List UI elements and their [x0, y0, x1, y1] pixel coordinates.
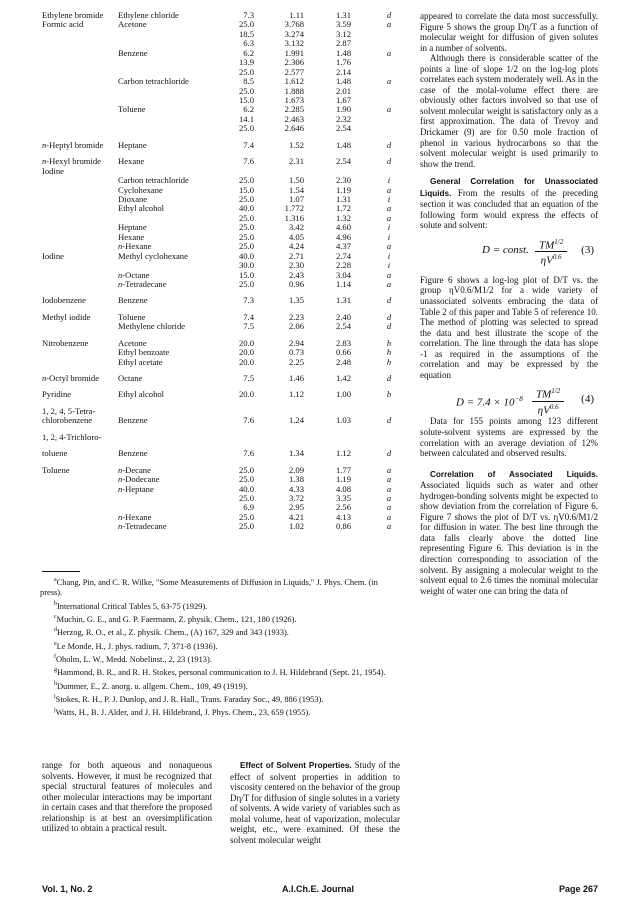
solvent-cell: Methylene chloride	[118, 321, 186, 332]
solute-cell: n-Heptyl bromide	[42, 139, 104, 150]
reference-cell: a	[386, 47, 392, 58]
solvent-cell: Methyl cyclohexane	[118, 250, 188, 261]
temperature-cell: 25.0	[238, 222, 254, 233]
paragraph-fig6: Figure 6 shows a log-log plot of D/T vs. the group ηV0.6/M1/2 for a wide variety of unassociated solvents embracing the data of Table 2 of this paper and Table 5 of reference 10. The method of plotting was selected to spread the data and best illustrate the scope of the correlation. The line through the data has slope -1 as required in the assumptions of the correlation and may be expressed by the equation	[420, 274, 598, 380]
table-row	[42, 252, 400, 271]
temperature-cell: 6.2	[243, 47, 254, 58]
solute-cell: 1, 2, 4-Trichloro-	[42, 431, 102, 442]
table-row	[42, 416, 400, 425]
solvent-cell: Carbon tetrachloride	[118, 175, 189, 186]
viscosity-cell: 1.11	[289, 10, 304, 20]
solvent-cell: n-Hexane	[118, 241, 152, 252]
viscosity-cell: 1.12	[288, 389, 304, 400]
temperature-cell: 25.0	[238, 492, 254, 503]
viscosity-cell: 2.31	[288, 156, 304, 167]
table-row	[42, 105, 400, 133]
equation-4	[420, 380, 598, 416]
viscosity-cell: 1.673	[284, 95, 304, 106]
diffusivity-cell: 3.35	[335, 492, 351, 503]
temperature-cell: 25.0	[238, 175, 254, 186]
reference-cell: d	[386, 448, 392, 459]
diffusivity-cell: 2.48	[335, 356, 351, 367]
diffusivity-cell: 2.87	[335, 38, 351, 49]
diffusivity-cell: 4.96	[335, 231, 351, 242]
diffusivity-cell: 3.12	[335, 28, 351, 39]
temperature-cell: 7.3	[243, 295, 254, 306]
reference-cell: i	[387, 194, 391, 204]
diffusivity-cell: 1.67	[335, 95, 351, 106]
solvent-cell: Carbon tetrachloride	[118, 76, 189, 87]
diffusivity-cell: 1.48	[335, 139, 351, 150]
solvent-cell: n-Octane	[118, 269, 150, 280]
viscosity-cell: 4.05	[288, 231, 304, 242]
viscosity-cell: 2.30	[288, 260, 304, 271]
diffusivity-cell: 2.83	[335, 337, 351, 348]
table-row	[42, 157, 400, 166]
temperature-cell: 7.6	[243, 156, 254, 167]
temperature-cell: 7.4	[243, 311, 254, 322]
footnote: $^d$Herzog, R. O., et al., Z. physik. Chem., (A) 167, 329 and 343 (1933).	[54, 627, 289, 638]
temperature-cell: 20.0	[238, 389, 254, 400]
footnote: $^b$International Critical Tables 5, 63-75 (1929).	[54, 600, 208, 611]
viscosity-cell: 2.94	[288, 337, 304, 348]
temperature-cell: 6.3	[243, 38, 254, 49]
footnote: $^f$Oholm, L. W., Medd. Nobelinst., 2, 23 (1913).	[54, 653, 212, 664]
bottom-right-column	[230, 760, 400, 845]
viscosity-cell: 3.768	[284, 19, 304, 30]
solvent-cell: Ethyl benzoate	[118, 347, 170, 358]
solvent-cell: Benzene	[118, 415, 148, 426]
table-row	[42, 485, 400, 513]
diffusivity-cell: 2.54	[335, 123, 351, 134]
reference-cell: a	[386, 104, 392, 115]
eq3-lhs: D = const.	[482, 243, 529, 256]
diffusivity-cell: 1.00	[335, 389, 351, 400]
diffusivity-cell: 1.03	[335, 415, 351, 426]
solute-cell: Methyl iodide	[42, 311, 91, 322]
viscosity-cell: 1.54	[288, 184, 304, 195]
solvent-cell: Ethyl alcohol	[118, 389, 165, 400]
reference-cell: d	[386, 295, 392, 306]
solvent-cell: n-Decane	[118, 464, 151, 475]
solvent-cell: Hexane	[118, 231, 145, 242]
solvent-cell: n-Hexane	[118, 511, 152, 522]
diffusivity-cell: 1.90	[335, 104, 351, 115]
reference-cell: d	[386, 311, 392, 322]
temperature-cell: 25.0	[238, 19, 254, 30]
solvent-cell: Heptane	[118, 222, 147, 233]
solvent-cell: Ethyl acetate	[118, 356, 163, 367]
solute-cell: Formic acid	[42, 19, 84, 30]
paragraph-fig5: appeared to correlate the data most successfully. Figure 5 shows the group Dη/T as a function of molecular weight for diffusion of given solutes in a number of solvents.	[420, 11, 598, 53]
eq3-fraction: $\frac{TM^{1/2}}{\eta V^{0.6}}$	[535, 237, 567, 266]
viscosity-cell: 3.132	[284, 38, 304, 49]
footer-journal: A.I.Ch.E. Journal	[282, 884, 355, 894]
paragraph-associated-liquids: Correlation of Associated Liquids. Associated liquids such as water and other hydrogen-bonding solvents might be expected to show deviation from the correlation of Figure 6. Figure 7 shows the plot of D/T vs. ηV0.6/M1/2 for diffusion in water. The best line through the data falls clearly above the dotted line representing Figure 6. This deviation is in the direction corresponding to association of the solvent. By assigning a molecular weight to the solvent equal to 2.6 times the nominal molecular weight of water one can bring the data of	[420, 469, 598, 596]
solute-cell: Pyridine	[42, 389, 72, 400]
viscosity-cell: 2.06	[288, 321, 304, 332]
solvent-cell: n-Heptane	[118, 483, 154, 494]
temperature-cell: 25.0	[238, 474, 254, 485]
temperature-cell: 15.0	[238, 95, 254, 106]
reference-cell: d	[386, 10, 392, 20]
solute-cell: Ethylene bromide	[42, 10, 104, 20]
footnote-rule	[42, 571, 80, 572]
reference-cell: a	[386, 212, 392, 223]
solvent-cell: Ethylene chloride	[118, 10, 179, 20]
solvent-cell: Toluene	[118, 104, 146, 115]
diffusivity-cell: 1.42	[335, 373, 351, 384]
temperature-cell: 25.0	[238, 194, 254, 204]
temperature-cell: 20.0	[238, 356, 254, 367]
reference-cell: a	[386, 474, 392, 485]
viscosity-cell: 1.991	[284, 47, 304, 58]
viscosity-cell: 2.306	[284, 57, 304, 68]
table-row	[42, 204, 400, 223]
reference-cell: d	[386, 321, 392, 332]
viscosity-cell: 2.577	[284, 66, 304, 77]
temperature-cell: 15.0	[238, 184, 254, 195]
viscosity-cell: 1.35	[288, 295, 304, 306]
viscosity-cell: 2.09	[288, 464, 304, 475]
viscosity-cell: 4.33	[288, 483, 304, 494]
diffusivity-cell: 3.59	[335, 19, 351, 30]
diffusivity-cell: 1.31	[335, 10, 351, 20]
solute-cell: Iodine	[42, 165, 64, 176]
right-column	[420, 11, 598, 596]
diffusivity-cell: 2.30	[335, 175, 351, 186]
reference-cell: a	[386, 483, 392, 494]
solute-cell: chlorobenzene	[42, 415, 93, 426]
reference-cell: a	[386, 19, 392, 30]
viscosity-cell: 3.72	[288, 492, 304, 503]
reference-cell: a	[386, 184, 392, 195]
diffusivity-cell: 1.48	[335, 47, 351, 58]
temperature-cell: 20.0	[238, 347, 254, 358]
diffusivity-cell: 2.28	[335, 260, 351, 271]
subheading-solvent-properties: Effect of Solvent Properties.	[240, 761, 352, 770]
diffusivity-cell: 3.04	[335, 269, 351, 280]
viscosity-cell: 4.24	[288, 241, 304, 252]
viscosity-cell: 2.23	[288, 311, 304, 322]
diffusivity-cell: 4.13	[335, 511, 351, 522]
reference-cell: d	[386, 156, 392, 167]
diffusivity-cell: 1.72	[335, 203, 351, 214]
reference-cell: i	[387, 175, 391, 186]
table-row	[42, 49, 400, 77]
reference-cell: a	[386, 76, 392, 87]
diffusivity-cell: 1.12	[335, 448, 351, 459]
table-row	[42, 374, 400, 383]
temperature-cell: 13.9	[238, 57, 254, 68]
solvent-cell: Ethyl alcohol	[118, 203, 165, 214]
diffusivity-cell: 1.14	[335, 278, 351, 289]
subheading-general-correlation: General Correlation for Unassociated Liquids.	[420, 177, 598, 198]
temperature-cell: 25.0	[238, 231, 254, 242]
diffusivity-cell: 2.54	[335, 321, 351, 332]
reference-cell: i	[387, 222, 391, 233]
reference-cell: a	[386, 511, 392, 522]
temperature-cell: 25.0	[238, 464, 254, 475]
footnote: $^g$Hammond, B. R., and R. H. Stokes, personal communication to J. H. Hildebrand (Sept. 21, 1954).	[54, 667, 386, 678]
diffusivity-cell: 1.31	[335, 295, 351, 306]
reference-cell: a	[386, 203, 392, 214]
reference-cell: a	[386, 492, 392, 503]
solvent-cell: Benzene	[118, 295, 148, 306]
footnotes	[40, 575, 402, 718]
solvent-cell: Dioxane	[118, 194, 148, 204]
viscosity-cell: 1.02	[288, 521, 304, 532]
footnote: $^a$Chang, Pin, and C. R. Wilke, "Some Measurements of Diffusion in Liquids," J. Phys. Chem. (in press).	[40, 577, 378, 598]
viscosity-cell: 1.52	[288, 139, 304, 150]
temperature-cell: 20.0	[238, 337, 254, 348]
eq4-lhs: $D = 7.4 \times 10^{-8}$	[456, 395, 523, 410]
reference-cell: a	[386, 464, 392, 475]
diffusivity-cell: 2.54	[335, 156, 351, 167]
footer-volume: Vol. 1, No. 2	[42, 884, 93, 894]
paragraph-data-points: Data for 155 points among 123 different solute-solvent systems are expressed by the correlation with an average deviation of 12% between calculated and observed results.	[420, 416, 598, 459]
temperature-cell: 25.0	[238, 241, 254, 252]
viscosity-cell: 2.25	[288, 356, 304, 367]
solvent-cell: Benzene	[118, 448, 148, 459]
viscosity-cell: 3.274	[284, 28, 304, 39]
eq4-fraction: $\frac{TM^{1/2}}{\eta V^{0.6}}$	[532, 386, 564, 415]
viscosity-cell: 1.50	[288, 175, 304, 186]
temperature-cell: 25.0	[238, 212, 254, 223]
table-row	[42, 296, 400, 305]
reference-cell: h	[386, 337, 392, 348]
temperature-cell: 40.0	[238, 250, 254, 261]
reference-cell: d	[386, 139, 392, 150]
viscosity-cell: 1.34	[288, 448, 304, 459]
temperature-cell: 6.9	[243, 502, 254, 513]
viscosity-cell: 1.772	[284, 203, 304, 214]
reference-cell: d	[386, 373, 392, 384]
solvent-cell: Octane	[118, 373, 143, 384]
diffusivity-cell: 2.14	[335, 66, 351, 77]
viscosity-cell: 0.73	[288, 347, 304, 358]
viscosity-cell: 2.463	[284, 113, 304, 124]
viscosity-cell: 1.316	[284, 212, 304, 223]
temperature-cell: 25.0	[238, 66, 254, 77]
diffusivity-cell: 4.37	[335, 241, 351, 252]
viscosity-cell: 1.07	[288, 194, 304, 204]
temperature-cell: 7.4	[243, 139, 254, 150]
solute-cell: toluene	[42, 448, 68, 459]
diffusivity-cell: 1.19	[335, 474, 351, 485]
diffusivity-cell: 2.74	[335, 250, 351, 261]
temperature-cell: 25.0	[238, 123, 254, 134]
table-row	[42, 390, 400, 399]
solute-cell: Iodobenzene	[42, 295, 86, 306]
viscosity-cell: 2.43	[288, 269, 304, 280]
temperature-cell: 25.0	[238, 85, 254, 96]
solute-cell: n-Hexyl bromide	[42, 156, 101, 167]
reference-cell: i	[387, 260, 391, 271]
table-row	[42, 433, 400, 442]
viscosity-cell: 1.38	[288, 474, 304, 485]
viscosity-cell: 2.95	[288, 502, 304, 513]
diffusivity-cell: 1.31	[335, 194, 351, 204]
diffusivity-cell: 2.32	[335, 113, 351, 124]
solute-cell: 1, 2, 4, 5-Tetra-	[42, 405, 96, 416]
table-row	[42, 280, 400, 289]
diffusivity-cell: 4.08	[335, 483, 351, 494]
diffusivity-cell: 0.66	[335, 347, 351, 358]
temperature-cell: 25.0	[238, 278, 254, 289]
temperature-cell: 8.5	[243, 76, 254, 87]
diffusivity-cell: 1.32	[335, 212, 351, 223]
table-row	[42, 77, 400, 105]
viscosity-cell: 1.888	[284, 85, 304, 96]
temperature-cell: 25.0	[238, 521, 254, 532]
solvent-cell: Benzene	[118, 47, 148, 58]
table-row	[42, 322, 400, 331]
reference-cell: a	[386, 502, 392, 513]
table-row	[42, 20, 400, 48]
table-row	[42, 358, 400, 367]
viscosity-cell: 0.96	[288, 278, 304, 289]
temperature-cell: 7.5	[243, 321, 254, 332]
solute-cell: Iodine	[42, 250, 64, 261]
temperature-cell: 15.0	[238, 269, 254, 280]
temperature-cell: 25.0	[238, 511, 254, 522]
equation-3	[420, 231, 598, 275]
solute-cell: Toluene	[42, 464, 70, 475]
table-row	[42, 141, 400, 150]
temperature-cell: 18.5	[238, 28, 254, 39]
reference-cell: i	[387, 231, 391, 242]
diffusion-data-table	[42, 11, 400, 532]
solvent-cell: Hexane	[118, 156, 145, 167]
temperature-cell: 30.0	[238, 260, 254, 271]
reference-cell: a	[386, 278, 392, 289]
reference-cell: a	[386, 241, 392, 252]
temperature-cell: 40.0	[238, 483, 254, 494]
viscosity-cell: 1.46	[288, 373, 304, 384]
diffusivity-cell: 4.60	[335, 222, 351, 233]
solvent-cell: Acetone	[118, 337, 147, 348]
reference-cell: d	[386, 415, 392, 426]
paragraph-general-correlation: General Correlation for Unassociated Liquids. From the results of the preceding section it was concluded that an equation of the following form would express the effects of solute and solvent:	[420, 177, 598, 231]
diffusivity-cell: 2.56	[335, 502, 351, 513]
viscosity-cell: 4.21	[288, 511, 304, 522]
viscosity-cell: 2.646	[284, 123, 304, 134]
diffusivity-cell: 2.01	[335, 85, 351, 96]
subheading-associated-liquids: Correlation of Associated Liquids.	[430, 469, 598, 479]
footnote: $^i$Stokes, R. H., P. J. Dunlop, and J. R. Hall., Trans. Faraday Soc., 49, 886 (1953).	[54, 693, 324, 704]
footnote: $^c$Muchin, G. E., and G. P. Faermann, Z. physik. Chem., 121, 180 (1926).	[54, 614, 297, 624]
solvent-cell: n-Dodecane	[118, 474, 160, 485]
table-row	[42, 449, 400, 458]
footnote: $^h$Dummer, E., Z. anorg. u. allgem. Chem., 109, 49 (1919).	[54, 680, 248, 691]
temperature-cell: 7.5	[243, 373, 254, 384]
solvent-cell: Cyclohexane	[118, 184, 163, 195]
temperature-cell: 40.0	[238, 203, 254, 214]
solute-cell: n-Octyl bromide	[42, 373, 100, 384]
temperature-cell: 7.6	[243, 448, 254, 459]
diffusivity-cell: 1.48	[335, 76, 351, 87]
viscosity-cell: 2.71	[288, 250, 304, 261]
reference-cell: h	[386, 356, 392, 367]
footer-page-number: Page 267	[558, 884, 598, 894]
eq3-number: (3)	[581, 243, 594, 256]
bottom-left-column	[42, 760, 212, 834]
viscosity-cell: 3.42	[288, 222, 304, 233]
temperature-cell: 7.6	[243, 415, 254, 426]
temperature-cell: 14.1	[238, 113, 254, 124]
diffusivity-cell: 0.86	[335, 521, 351, 532]
solvent-cell: n-Tetradecane	[118, 278, 167, 289]
reference-cell: h	[386, 347, 392, 358]
diffusivity-cell: 1.76	[335, 57, 351, 68]
diffusivity-cell: 1.77	[335, 464, 351, 475]
solvent-cell: n-Tetradecane	[118, 521, 167, 532]
temperature-cell: 7.3	[243, 10, 254, 20]
viscosity-cell: 1.612	[284, 76, 304, 87]
viscosity-cell: 1.24	[288, 415, 304, 426]
diffusivity-cell: 2.40	[335, 311, 351, 322]
solute-cell: Nitrobenzene	[42, 337, 89, 348]
paragraph-scatter: Although there is considerable scatter of the points a line of slope 1/2 on the log-log plots correlates each system moderately well. As in the case of the molal-volume effect there are obviously other factors involved so that use of solvent molecular weight is satisfactory only as a first approximation. The data of Trevoy and Drickamer (9) are for 0.50 mole fraction of phenol in various hydrocarbons so that the solvent molecular weight is used primarily to show the trend.	[420, 53, 598, 169]
eq4-number: (4)	[581, 393, 594, 406]
table-row	[42, 522, 400, 531]
reference-cell: a	[386, 521, 392, 532]
solvent-cell: Toluene	[118, 311, 146, 322]
reference-cell: a	[386, 269, 392, 280]
reference-cell: i	[387, 250, 391, 261]
solvent-cell: Heptane	[118, 139, 147, 150]
footnote: $^e$Le Monde, H., J. phys. radium, 7, 371-8 (1936).	[54, 640, 218, 651]
viscosity-cell: 2.285	[284, 104, 304, 115]
temperature-cell: 6.2	[243, 104, 254, 115]
reference-cell: b	[386, 389, 392, 400]
paragraph-range: range for both aqueous and nonaqueous solvents. However, it must be recognized that special structural features of molecules and other molecular interactions may be important in certain cases and that therefore the proposed relationship is at best an oversimplification utilized to obtain a practical result.	[42, 760, 212, 834]
paragraph-solvent-properties: Effect of Solvent Properties. Study of the effect of solvent properties in addition to viscosity centered on the behavior of the group Dη/T for diffusion of single solutes in a variety of solvents. A wide variety of variables such as molal volume, heat of vaporization, molecular weight, etc., were examined. Of these the solvent molecular weight	[230, 760, 400, 845]
footnote: $^j$Watts, H., B. J. Alder, and J. H. Hildebrand, J. Phys. Chem., 23, 659 (1955).	[54, 707, 311, 717]
diffusivity-cell: 1.19	[335, 184, 351, 195]
solvent-cell: Acetone	[118, 19, 147, 30]
